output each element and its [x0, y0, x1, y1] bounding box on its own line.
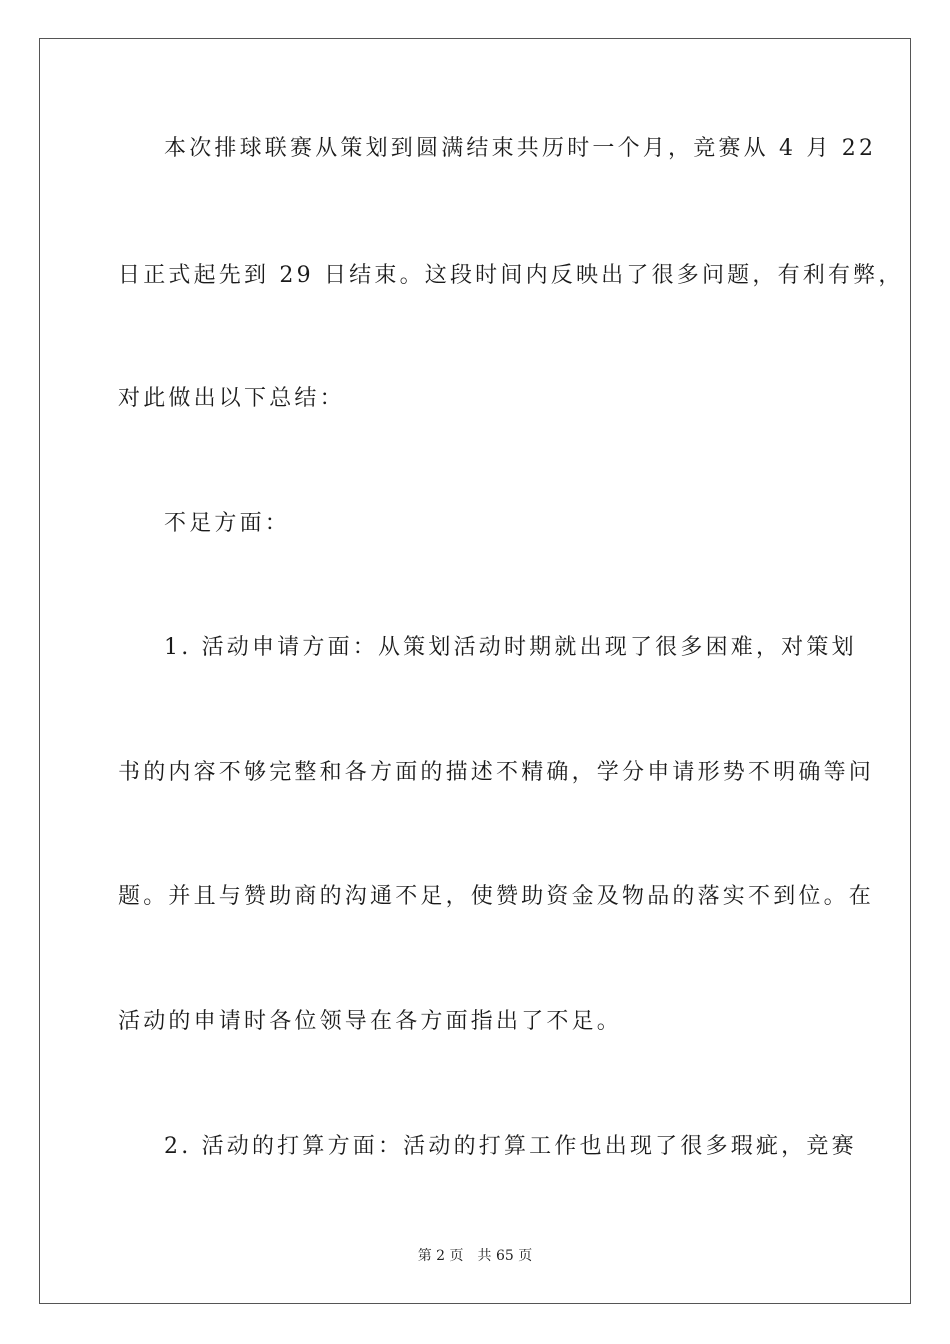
paragraph-line: 本次排球联赛从策划到圆满结束共历时一个月，竞赛从 4 月 22	[164, 136, 877, 161]
page-frame	[39, 38, 911, 1304]
section-heading: 不足方面：	[164, 511, 291, 536]
paragraph-line: 1. 活动申请方面：从策划活动时期就出现了很多困难，对策划	[164, 635, 857, 660]
page-footer	[0, 1247, 950, 1265]
page-total: 共 65 页	[477, 1248, 533, 1264]
paragraph-line: 活动的申请时各位领导在各方面指出了不足。	[118, 1009, 623, 1034]
paragraph-line: 2. 活动的打算方面：活动的打算工作也出现了很多瑕疵，竞赛	[164, 1134, 857, 1159]
paragraph-line: 日正式起先到 29 日结束。这段时间内反映出了很多问题，有利有弊，	[118, 263, 904, 288]
page-number: 第 2 页	[417, 1248, 464, 1264]
paragraph-line: 题。并且与赞助商的沟通不足，使赞助资金及物品的落实不到位。在	[118, 884, 875, 909]
paragraph-line: 书的内容不够完整和各方面的描述不精确，学分申请形势不明确等问	[118, 760, 875, 785]
paragraph-line: 对此做出以下总结：	[118, 386, 345, 411]
